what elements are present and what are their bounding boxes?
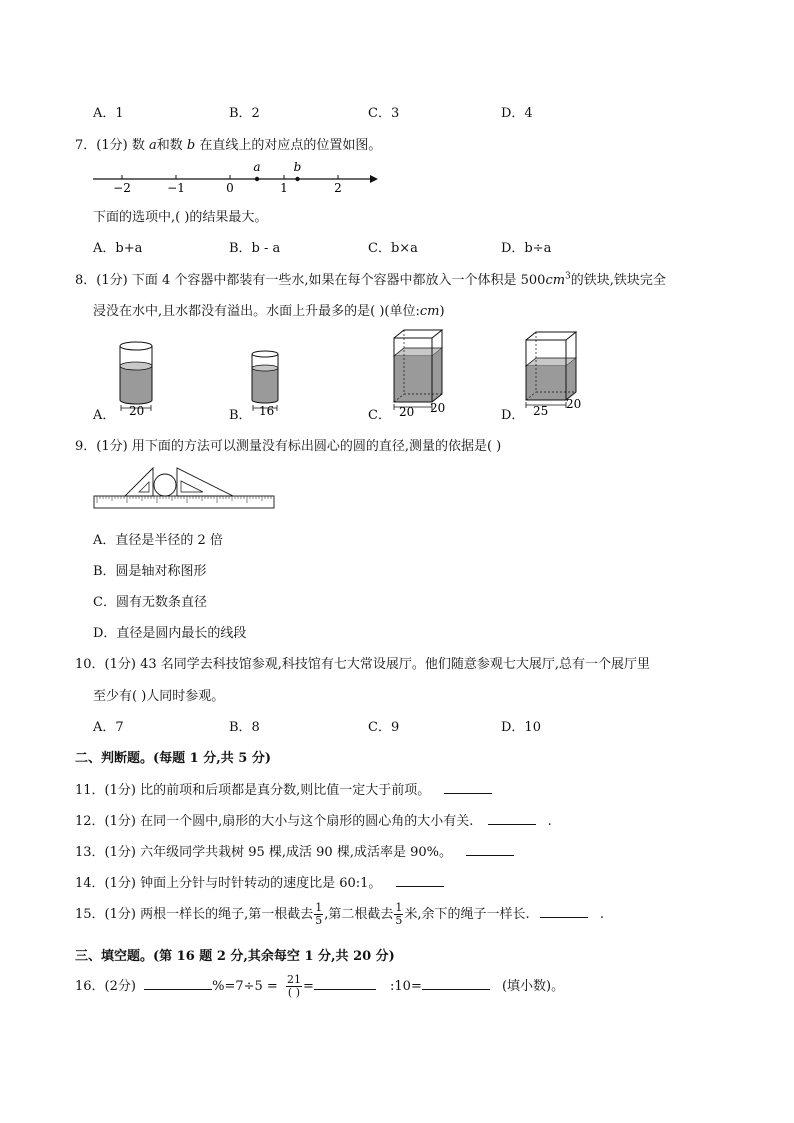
q13 [75, 841, 514, 860]
q7-stem [75, 134, 381, 153]
q16-blank-3[interactable] [422, 989, 490, 990]
q16-p1: %=7÷5 = [212, 979, 278, 994]
q12-tail: . [547, 814, 552, 829]
container-a-cylinder [112, 336, 162, 416]
q6-option-d[interactable]: D．4 [501, 106, 533, 121]
q8-stem-line2-pre: 浸没在水中,且水都没有溢出。水面上升最多的是( )(单位: [93, 304, 420, 319]
section-2-title: 二、判断题。(每题 1 分,共 5 分) [75, 751, 272, 766]
q14-text: 14．(1分) 钟面上分针与时针转动的速度比是 60:1。 [75, 876, 382, 891]
q16-fraction [286, 974, 302, 999]
q13-answer-blank[interactable] [466, 855, 514, 856]
q9-option-b[interactable]: B．圆是轴对称图形 [93, 564, 207, 579]
q8-stem-line1 [75, 269, 666, 288]
q7-question: 下面的选项中,( )的结果最大。 [93, 210, 268, 225]
q13-text: 13．(1分) 六年级同学共栽树 95 棵,成活 90 棵,成活率是 90%。 [75, 845, 452, 860]
q16-blank-1[interactable] [144, 989, 212, 990]
number-line-tick-label: 1 [280, 181, 288, 195]
number-line [88, 158, 388, 198]
q10-option-d[interactable]: D．10 [501, 720, 541, 735]
q7-option-d[interactable]: D．b÷a [501, 241, 552, 256]
number-line-arrow [370, 175, 378, 183]
q8-stem-line2-post: ) [439, 304, 445, 319]
q15-answer-blank[interactable] [540, 917, 588, 918]
q9-option-c[interactable]: C．圆有无数条直径 [93, 595, 207, 610]
container-d-width: 20 [566, 397, 582, 411]
q12-text: 12．(1分) 在同一个圆中,扇形的大小与这个扇形的圆心角的大小有关. [75, 814, 474, 829]
q12-answer-blank[interactable] [488, 824, 536, 825]
q7-stem-mid1: 和数 [156, 138, 187, 153]
number-line-tick-label: 2 [334, 181, 342, 195]
circle [154, 474, 176, 496]
container-a-diameter: 20 [129, 404, 145, 416]
q10-option-b[interactable]: B．8 [229, 720, 260, 735]
q7-option-a[interactable]: A．b+a [93, 241, 143, 256]
q8-stem-line1-post: 的铁块,铁块完全 [570, 273, 666, 288]
q16-post: (填小数)。 [501, 979, 565, 994]
q6-option-a[interactable]: A．1 [93, 106, 124, 121]
q15-pre: 15．(1分) 两根一样长的绳子,第一根截去 [75, 907, 314, 922]
q7-var-a: a [148, 138, 157, 153]
q15 [75, 902, 604, 927]
q9-option-d[interactable]: D．直径是圆内最长的线段 [93, 626, 247, 641]
q16-blank-2[interactable] [314, 989, 376, 990]
q10-option-c[interactable]: C．9 [368, 720, 400, 735]
q8-option-a[interactable]: A． [93, 408, 116, 423]
section-3-title: 三、填空题。(第 16 题 2 分,其余每空 1 分,共 20 分) [75, 949, 395, 964]
q8-option-c[interactable]: C． [368, 408, 391, 423]
q16-fraction-den[interactable]: ( ) [287, 986, 301, 999]
q15-fraction-1 [314, 902, 323, 927]
q14-answer-blank[interactable] [396, 886, 444, 887]
q11 [75, 779, 492, 798]
q9-option-a[interactable]: A．直径是半径的 2 倍 [93, 533, 223, 548]
container-b-cylinder [246, 348, 286, 416]
q10-stem-line1: 10．(1分) 43 名同学去科技馆参观,科技馆有七大常设展厅。他们随意参观七大展厅,总有一个展厅里 [75, 657, 651, 672]
q8-option-d[interactable]: D． [501, 408, 525, 423]
q11-text: 11．(1分) 比的前项和后项都是真分数,则比值一定大于前项。 [75, 783, 431, 798]
q12 [75, 810, 552, 829]
q8-sup3: 3 [565, 271, 571, 282]
q8-unit-cm: cm [545, 273, 566, 288]
number-line-tick-label: 0 [226, 181, 234, 195]
number-line-point-label: b [293, 160, 302, 174]
ruler-triangles-figure [93, 465, 277, 513]
q16-fraction-num: 21 [286, 973, 301, 986]
q11-answer-blank[interactable] [444, 793, 492, 794]
q7-stem-pre: 7．(1分) 数 [75, 138, 149, 153]
q8-stem-line1-pre: 8．(1分) 下面 4 个容器中都装有一些水,如果在每个容器中都放入一个体积是 500 [75, 273, 546, 288]
q15-fraction-2 [394, 902, 403, 927]
container-d-length: 25 [533, 404, 549, 418]
q15-fraction-1-num: 1 [315, 901, 323, 914]
container-c-length: 20 [399, 405, 415, 418]
q8-option-b[interactable]: B． [229, 408, 252, 423]
q10-stem-line2: 至少有( )人同时参观。 [93, 689, 225, 704]
number-line-point-b [295, 177, 299, 181]
q8-stem-line2 [93, 300, 445, 319]
q16-pre: 16．(2分) [75, 979, 136, 994]
q15-fraction-2-num: 1 [395, 901, 403, 914]
number-line-point-a [255, 177, 259, 181]
container-c-width: 20 [430, 401, 446, 415]
q7-option-c[interactable]: C．b×a [368, 241, 418, 256]
q8-stem-line2-unit: cm [419, 304, 440, 319]
q15-fraction-1-den: 5 [315, 914, 323, 927]
q16-p3: :10= [390, 979, 422, 994]
number-line-tick-label: −1 [167, 181, 185, 195]
q7-var-b: b [186, 138, 196, 153]
q9-stem: 9．(1分) 用下面的方法可以测量没有标出圆心的圆的直径,测量的依据是( ) [75, 439, 502, 454]
q15-fraction-2-den: 5 [395, 914, 403, 927]
q7-option-b[interactable]: B．b - a [229, 241, 281, 256]
q16 [75, 974, 564, 999]
q14 [75, 872, 444, 891]
q15-mid: ,第二根截去 [324, 907, 394, 922]
number-line-point-label: a [253, 160, 261, 174]
container-c-cuboid [386, 328, 456, 418]
q10-option-a[interactable]: A．7 [93, 720, 124, 735]
q15-post: 米,余下的绳子一样长. [404, 907, 530, 922]
q7-stem-mid2: 在直线上的对应点的位置如图。 [195, 138, 382, 153]
q15-tail: . [599, 907, 605, 922]
q16-p2: = [302, 979, 314, 994]
container-d-cuboid [520, 330, 590, 418]
q6-option-b[interactable]: B．2 [229, 106, 260, 121]
q6-option-c[interactable]: C．3 [368, 106, 400, 121]
number-line-tick-label: −2 [113, 181, 131, 195]
container-b-diameter: 16 [259, 404, 275, 416]
